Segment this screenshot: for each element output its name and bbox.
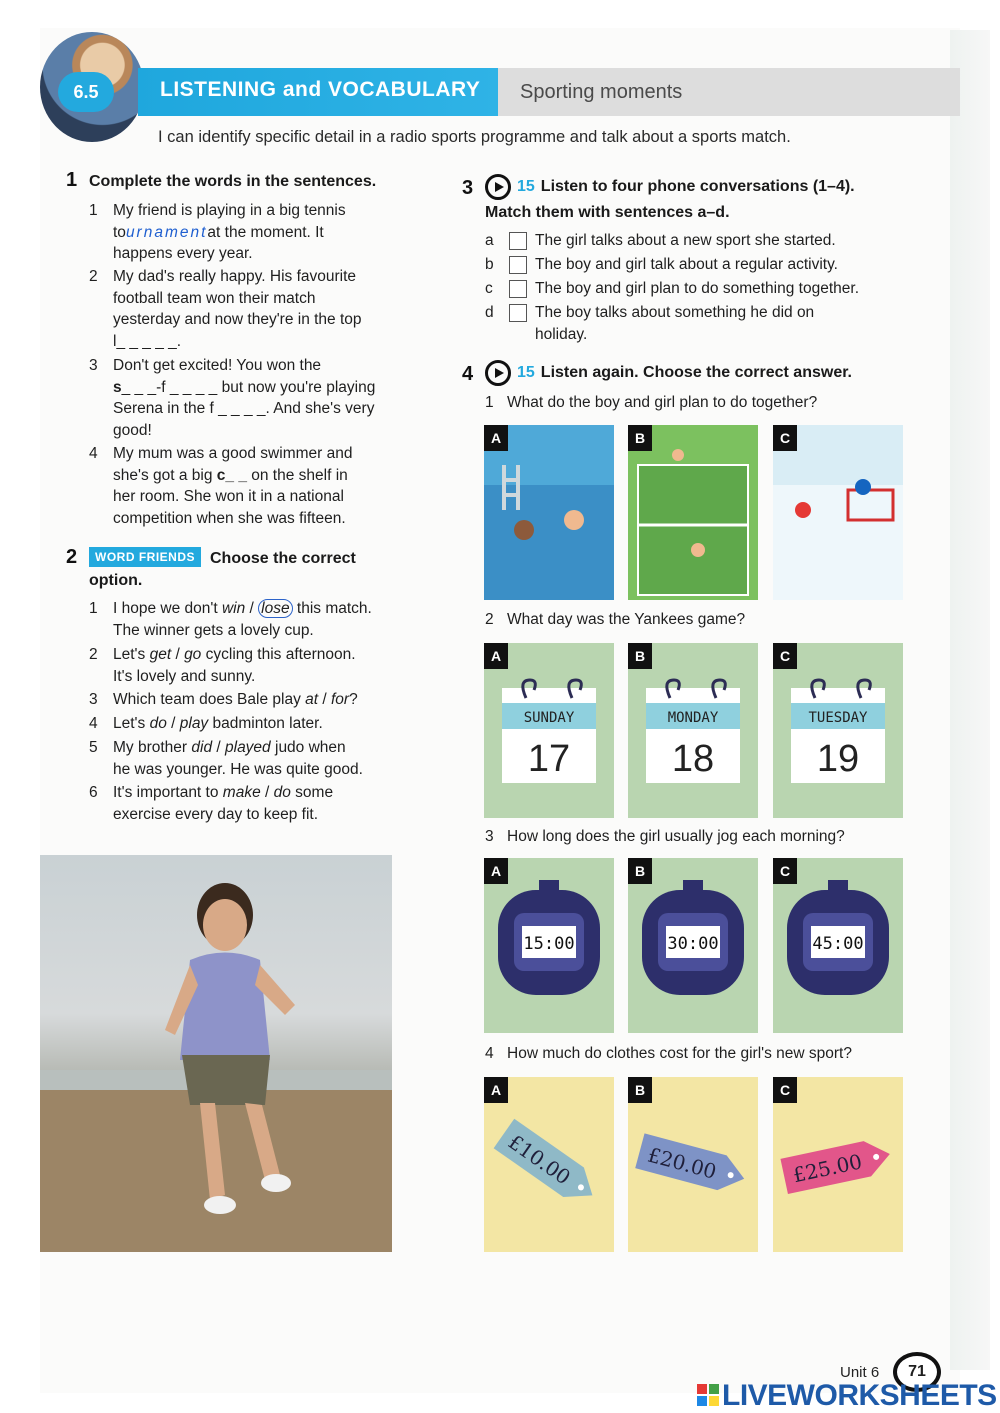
item-text	[113, 355, 375, 441]
item-number: 2	[89, 646, 98, 663]
option-illustration	[628, 425, 758, 600]
option-choice[interactable]: played	[225, 739, 271, 756]
calendar-day: SUNDAY	[523, 710, 575, 726]
item-line: at the moment. It	[207, 223, 324, 241]
item-line: Let's	[113, 646, 150, 663]
option-choice[interactable]: for	[330, 691, 350, 708]
match-letter: c	[485, 280, 493, 297]
answer-picture-option[interactable]	[484, 643, 614, 818]
item-line: My dad's really happy. His favourite	[113, 268, 357, 285]
price-text: £25.00	[790, 1149, 865, 1188]
item-text	[113, 266, 362, 352]
runner-shirt	[180, 953, 270, 1061]
option-illustration	[484, 425, 614, 600]
option-letter: C	[773, 858, 797, 884]
option-letter: C	[773, 1077, 797, 1103]
list-item	[89, 200, 409, 266]
item-line: My mum was a good swimmer and	[113, 445, 353, 462]
unit-label: Unit 6	[840, 1364, 880, 1381]
item-line: The boy and girl talk about a regular activity.	[535, 256, 838, 273]
calendar-day: MONDAY	[667, 710, 719, 726]
answer-checkbox[interactable]	[509, 256, 527, 274]
option-letter: B	[628, 858, 652, 884]
option-letter: A	[484, 1077, 508, 1103]
stopwatch-time: 45:00	[812, 934, 864, 954]
question-number: 4	[485, 1045, 494, 1062]
list-item	[89, 443, 409, 531]
question-number: 1	[485, 394, 494, 411]
option-illustration	[484, 858, 614, 1033]
answer-blank-input[interactable]: l_ _ _ _ _.	[113, 332, 182, 350]
item-line: cycling this afternoon.	[201, 646, 356, 663]
item-number: 3	[89, 691, 98, 708]
item-text	[113, 443, 352, 529]
option-choice[interactable]: go	[184, 646, 202, 663]
word-friends-badge	[89, 547, 201, 567]
item-text	[113, 737, 363, 780]
item-number: 3	[89, 357, 98, 374]
list-item	[89, 598, 409, 642]
exercise-instruction	[485, 174, 855, 200]
answer-picture-option[interactable]	[484, 425, 614, 600]
page-subtitle: Sporting moments	[520, 81, 683, 103]
question-text: How long does the girl usually jog each morning?	[507, 828, 845, 845]
item-line: The boy talks about something he did on	[535, 304, 815, 321]
option-choice[interactable]: do	[273, 784, 291, 801]
calendar-date: 18	[671, 738, 715, 780]
exercise-instruction-cont: option.	[89, 572, 143, 589]
list-item	[89, 737, 409, 781]
exercise-number: 2	[66, 546, 78, 568]
item-line: on the shelf in	[246, 466, 348, 484]
answer-picture-option[interactable]	[628, 858, 758, 1033]
word-friends-label: WORD FRIENDS	[89, 547, 201, 567]
item-line: It's important to	[113, 784, 223, 801]
item-line: . And she's very	[265, 400, 375, 417]
answer-picture-option[interactable]	[773, 425, 903, 600]
match-text	[535, 278, 859, 300]
question	[485, 828, 845, 846]
item-text	[113, 782, 333, 825]
item-line: exercise every day to keep fit.	[113, 805, 319, 823]
exercise-number: 4	[462, 363, 474, 385]
item-line: s	[113, 378, 122, 396]
match-row	[485, 230, 905, 252]
option-letter: A	[484, 643, 508, 669]
answer-picture-option[interactable]	[484, 1077, 614, 1252]
exercise-instruction-cont: Match them with sentences a–d.	[485, 204, 730, 221]
price-tag-icon	[780, 1136, 893, 1194]
option-illustration	[628, 858, 758, 1033]
item-line: holiday.	[535, 326, 588, 343]
option-letter: A	[484, 858, 508, 884]
match-row	[485, 302, 905, 346]
item-line: I hope we don't	[113, 600, 222, 617]
answer-picture-option[interactable]	[628, 643, 758, 818]
runner-shorts	[182, 1055, 270, 1105]
item-number: 4	[89, 445, 98, 462]
hockey-goalie	[855, 479, 871, 495]
item-line: badminton later.	[208, 715, 323, 732]
liveworksheets-logo-icon	[697, 1384, 719, 1406]
option-choice[interactable]: make	[222, 784, 261, 801]
exercise-instruction: Choose the correct	[210, 550, 356, 567]
answer-checkbox[interactable]	[509, 232, 527, 250]
runner-face	[203, 899, 247, 951]
answer-checkbox[interactable]	[509, 280, 527, 298]
option-illustration	[484, 1077, 614, 1252]
item-line: some	[290, 784, 334, 801]
match-row	[485, 254, 905, 276]
item-number: 6	[89, 784, 98, 801]
option-illustration	[773, 858, 903, 1033]
item-line: this match.	[292, 600, 372, 617]
stopwatch-time: 15:00	[523, 934, 575, 954]
hockey-player	[795, 502, 811, 518]
question-number: 3	[485, 828, 494, 845]
question	[485, 1045, 852, 1063]
list-item	[89, 782, 409, 826]
page-title: LISTENING and VOCABULARY	[160, 78, 481, 101]
option-separator: /	[212, 739, 225, 756]
track-number: 15	[517, 364, 535, 382]
option-choice[interactable]: at	[305, 691, 319, 708]
runner-shoe	[204, 1196, 236, 1214]
option-illustration	[484, 643, 614, 818]
question-number: 2	[485, 611, 494, 628]
item-line: happens every year.	[113, 245, 253, 262]
price-text: £20.00	[645, 1142, 720, 1184]
question-text: What do the boy and girl plan to do together?	[507, 394, 818, 411]
item-line: The girl talks about a new sport she started.	[535, 232, 836, 249]
item-line: but now you're playing	[217, 378, 376, 396]
calendar-day: TUESDAY	[808, 710, 868, 726]
exercise-instruction: Complete the words in the sentences.	[89, 173, 377, 190]
option-choice[interactable]: do	[149, 715, 167, 732]
swimmer-boy	[564, 510, 584, 530]
item-line: judo when	[270, 739, 346, 756]
item-line: The boy and girl plan to do something together.	[535, 280, 859, 297]
item-line: he was younger. He was quite good.	[113, 760, 363, 778]
option-separator: /	[318, 691, 331, 708]
option-letter: A	[484, 425, 508, 451]
item-line: her room. She won it in a national	[113, 488, 344, 505]
item-number: 4	[89, 715, 98, 732]
match-text	[535, 302, 814, 346]
ice-rink	[773, 485, 903, 600]
item-text	[113, 713, 323, 735]
option-choice[interactable]: win	[221, 600, 246, 617]
item-line: ?	[349, 691, 358, 708]
instruction-line: Listen again. Choose the correct answer.	[540, 364, 852, 382]
page-edge	[950, 30, 990, 1370]
item-line: to	[113, 223, 126, 241]
match-text	[535, 230, 836, 252]
list-item	[89, 266, 409, 354]
match-row	[485, 278, 905, 300]
lesson-badge: 6.5	[58, 72, 114, 112]
item-text	[113, 644, 356, 687]
exercise-number: 3	[462, 177, 474, 199]
swimmer-girl	[514, 520, 534, 540]
question	[485, 611, 745, 629]
answer-picture-option[interactable]	[484, 858, 614, 1033]
option-illustration	[773, 1077, 903, 1252]
answer-checkbox[interactable]	[509, 304, 527, 322]
option-choice[interactable]: lose	[258, 599, 292, 618]
option-illustration	[773, 425, 903, 600]
can-do-statement: I can identify specific detail in a radio sports programme and talk about a sports match.	[158, 128, 791, 146]
match-letter: b	[485, 256, 494, 273]
option-illustration	[628, 1077, 758, 1252]
item-text	[113, 689, 358, 711]
option-choice[interactable]: play	[179, 715, 209, 732]
match-text	[535, 254, 838, 276]
answer-picture-option[interactable]	[628, 1077, 758, 1252]
runner-illustration	[40, 855, 392, 1252]
item-line: football team won their match	[113, 289, 316, 307]
option-letter: B	[628, 1077, 652, 1103]
track-number: 15	[517, 178, 535, 196]
question-text: What day was the Yankees game?	[507, 611, 746, 628]
item-line: Don't get excited! You won the	[113, 357, 322, 374]
answer-blank-input[interactable]: f _ _ _ _	[209, 400, 266, 417]
calendar-date: 19	[816, 738, 860, 780]
item-number: 5	[89, 739, 98, 756]
match-letter: d	[485, 304, 494, 321]
question-text: How much do clothes cost for the girl's new sport?	[507, 1045, 852, 1062]
option-separator: /	[171, 646, 185, 663]
answer-picture-option[interactable]	[773, 643, 903, 818]
option-separator: /	[260, 784, 274, 801]
tennis-player	[672, 449, 684, 461]
item-line: My brother	[113, 739, 192, 756]
list-item	[89, 644, 409, 688]
price-tag-icon	[494, 1119, 603, 1210]
price-text: £10.00	[503, 1129, 575, 1190]
item-line: Serena in the	[113, 400, 210, 417]
list-item	[89, 355, 409, 443]
item-line: It's lovely and sunny.	[113, 667, 256, 685]
answer-blank-input[interactable]: urnament	[125, 223, 208, 241]
instruction-line: Listen to four phone conversations (1–4).	[540, 178, 855, 196]
item-number: 2	[89, 268, 98, 285]
option-illustration	[628, 643, 758, 818]
liveworksheets-brand: LIVEWORKSHEETS	[722, 1379, 997, 1412]
option-letter: B	[628, 425, 652, 451]
item-number: 1	[89, 600, 98, 617]
item-line: My friend is playing in a big tennis	[113, 202, 346, 219]
item-text	[113, 598, 372, 641]
item-line: competition when she was fifteen.	[113, 509, 346, 527]
answer-picture-option[interactable]	[773, 1077, 903, 1252]
answer-picture-option[interactable]	[628, 425, 758, 600]
price-tag-icon	[635, 1133, 749, 1196]
option-choice[interactable]: get	[149, 646, 172, 663]
exercise-number: 1	[66, 169, 78, 191]
option-letter: B	[628, 643, 652, 669]
item-number: 1	[89, 202, 98, 219]
option-illustration	[773, 643, 903, 818]
audio-play-icon[interactable]	[485, 174, 511, 200]
answer-blank-input[interactable]: c_ _	[216, 466, 247, 484]
item-line: she's got a big	[113, 466, 217, 484]
item-line: Which team does Bale play	[113, 691, 306, 708]
tennis-player	[691, 543, 705, 557]
question	[485, 394, 817, 412]
calendar-date: 17	[527, 738, 571, 780]
option-letter: C	[773, 425, 797, 451]
item-line: good!	[113, 421, 152, 439]
item-line: yesterday and now they're in the top	[113, 311, 362, 328]
match-letter: a	[485, 232, 494, 249]
audio-play-icon[interactable]	[485, 360, 511, 386]
answer-picture-option[interactable]	[773, 858, 903, 1033]
option-choice[interactable]: did	[191, 739, 213, 756]
tennis-court	[638, 465, 748, 595]
answer-blank-input[interactable]: _ _ _-f _ _ _ _	[121, 378, 218, 396]
item-text	[113, 200, 346, 265]
stopwatch-time: 30:00	[667, 934, 719, 954]
option-separator: /	[245, 600, 259, 617]
option-letter: C	[773, 643, 797, 669]
item-line: The winner gets a lovely cup.	[113, 621, 314, 639]
option-separator: /	[166, 715, 180, 732]
item-line: Let's	[113, 715, 150, 732]
exercise-instruction	[485, 360, 852, 386]
runner-photo	[40, 855, 392, 1252]
runner-shoe	[261, 1174, 291, 1192]
page-number: 71	[893, 1352, 941, 1392]
